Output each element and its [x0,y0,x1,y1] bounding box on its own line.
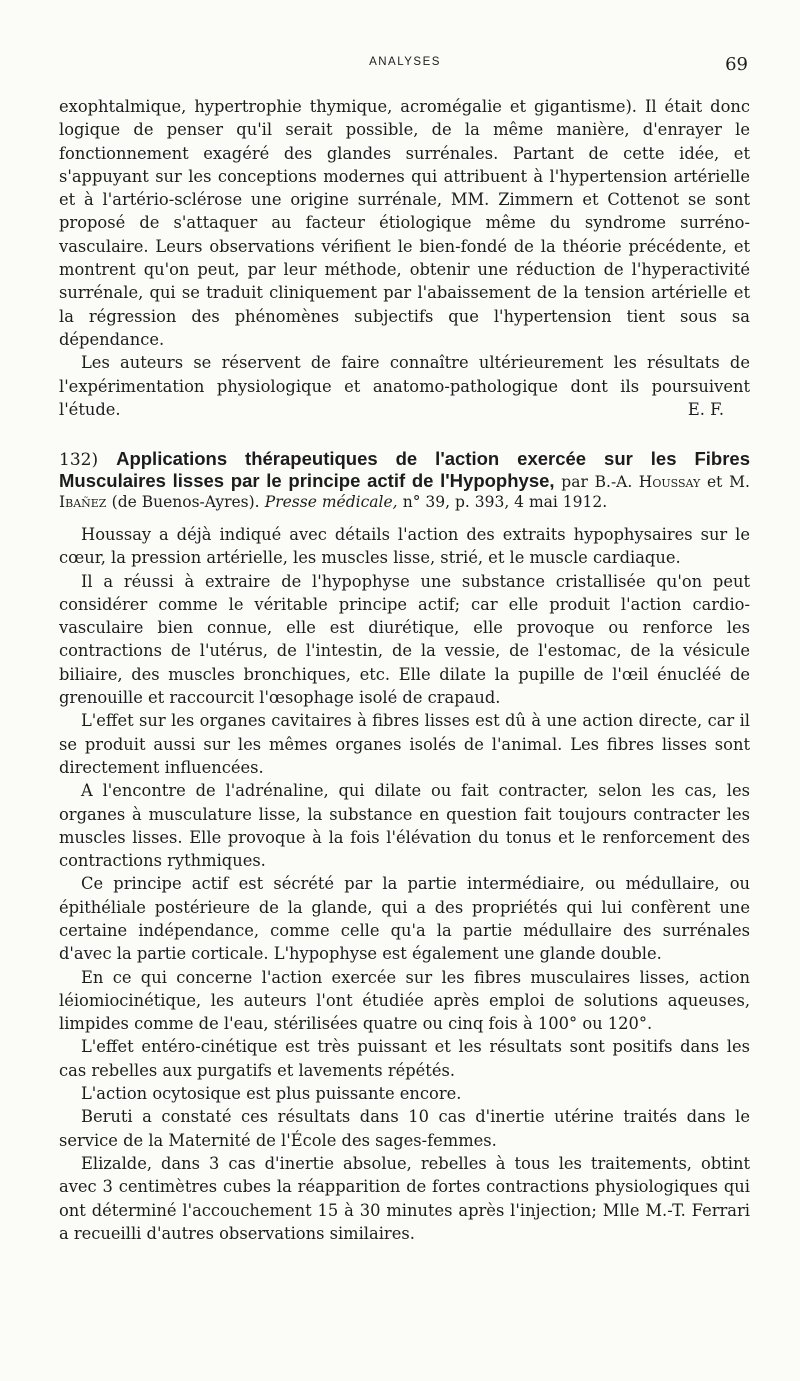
entry-author: B.-A. Houssay [594,472,701,491]
entry-reference: n° 39, p. 393, 4 mai 1912. [402,493,608,512]
paragraph: Houssay a déjà indiqué avec détails l'action des extraits hypophysaires sur le cœur, la pression artérielle, les muscles lisse, strié, et le muscle cardiaque. [59,524,750,568]
paragraph: Les auteurs se réservent de faire connaître ultérieurement les résultats de l'expérimentation physiologique et anatomo-pathologique dont ils poursuivent l'étude. [59,353,750,419]
paragraph: exophtalmique, hypertrophie thymique, acromégalie et gigantisme). Il était donc logique de penser qu'il serait possible, de la même manière, d'enrayer le fonctionnement exagéré des glandes surrénales. Partant de cette idée, et s'appuyant sur les conceptions modernes qui attribuent à l'hypertension artérielle et à l'artério-sclérose une origine surrénale, MM. Zimmern et Cottenot se sont proposé de s'attaquer au facteur étiologique même du syndrome surréno-vasculaire. Leurs observations vérifient le bien-fondé de la théorie précédente, et montrent qu'on peut, par leur méthode, obtenir une réduction de l'hyperactivité surrénale, qui se traduit cliniquement par l'abaissement de la tension artérielle et la régression des phénomènes subjectifs que l'hypertension tient sous sa dépendance. [59,97,750,349]
paragraph: Il a réussi à extraire de l'hypophyse une substance cristallisée qu'on peut considérer comme le véritable principe actif; car elle produit l'action cardio-vasculaire bien connue, elle est diurétique, elle provoque ou renforce les contractions de l'utérus, de l'intestin, de la vessie, de l'estomac, de la vésicule biliaire, des muscles bronchiques, etc. Elle dilate la pupille de l'œil énucléé de grenouille et raccourcit l'œsophage isolé de crapaud. [59,571,750,708]
article-body [59,95,750,1245]
entry-heading [59,449,750,513]
paragraph: L'effet entéro-cinétique est très puissant et les résultats sont positifs dans les cas rebelles aux purgatifs et lavements répétés. [59,1037,750,1080]
paragraph: En ce qui concerne l'action exercée sur les fibres musculaires lisses, action léiomiocinétique, les auteurs l'ont étudiée après emploi de solutions aqueuses, limpides comme de l'eau, stérilisées quatre ou cinq fois à 100° ou 120°. [59,967,750,1034]
entry-title: Applications thérapeutiques de l'action exercée sur les Fibres Musculaires lisses par le principe actif de l'Hypophyse, [59,448,750,491]
entry-by: par [561,472,588,491]
entry-number: 132) [59,450,99,471]
paragraph: L'effet sur les organes cavitaires à fibres lisses est dû à une action directe, car il se produit aussi sur les mêmes organes isolés de l'animal. Les fibres lisses sont directement influencées. [59,711,750,777]
page-header [60,54,750,84]
entry-journal: Presse médicale, [264,493,398,512]
entry-and: et [707,472,723,491]
paragraph: Elizalde, dans 3 cas d'inertie absolue, rebelles à tous les traitements, obtint avec 3 centimètres cubes la réapparition de fortes contractions physiologiques qui ont déterminé l'accouchement 15 à 30 minutes après l'injection; Mlle M.-T. Ferrari a recueilli d'autres observations similaires. [59,1153,750,1243]
paragraph: Ce principe actif est sécrété par la partie intermédiaire, ou médullaire, ou épithéliale postérieure de la glande, qui a des propriétés qui lui confèrent une certaine indépendance, comme celle qu'a la partie médullaire des surrénales d'avec la partie corticale. L'hypophyse est également une glande double. [59,874,750,964]
signature: E. F. [687,400,724,420]
entry-author: M. Ibañez [59,472,750,512]
entry-location: (de Buenos-Ayres). [111,493,260,512]
page-number: 69 [725,54,748,75]
paragraph: A l'encontre de l'adrénaline, qui dilate ou fait contracter, selon les cas, les organes à musculature lisse, la substance en question fait toujours contracter les muscles lisses. Elle provoque à la fois l'élévation du tonus et le renforcement des contractions rythmiques. [59,781,750,871]
running-head: ANALYSES [369,56,441,68]
paragraph: Beruti a constaté ces résultats dans 10 cas d'inertie utérine traités dans le service de la Maternité de l'École des sages-femmes. [59,1107,750,1150]
paragraph: L'action ocytosique est plus puissante encore. [81,1084,462,1104]
